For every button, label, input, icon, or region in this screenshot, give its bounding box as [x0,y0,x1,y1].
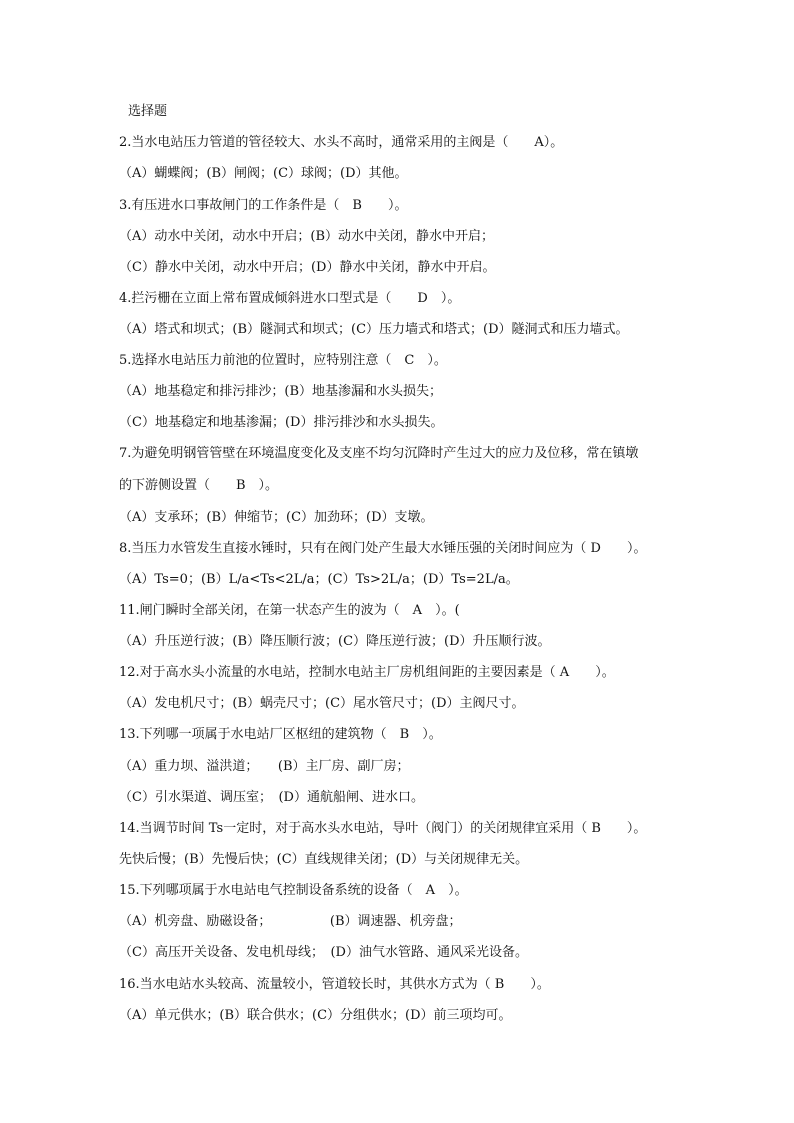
question-16: 16.当水电站水头较高、流量较小，管道较长时，其供水方式为（ B ）。 [119,977,550,992]
question-13-options-2: （C）引水渠道、调压室； (D）通航船闸、进水口。 [119,790,424,805]
question-15-options-1: （A）机旁盘、励磁设备； (B）调速器、机旁盘； [119,914,462,929]
question-14-options: 先快后慢；(B）先慢后快；(C）直线规律关闭；(D）与关闭规律无关。 [119,852,529,867]
question-15: 15.下列哪项属于水电站电气控制设备系统的设备（ A ）。 [119,883,468,898]
question-11: 11.闸门瞬时全部关闭，在第一状态产生的波为（ A ）。( [119,603,460,618]
question-8-options: （A）Ts=0；(B）L/a<Ts<2L/a；(C）Ts>2L/a；(D）Ts=2L/a。 [119,572,519,587]
question-7-options: （A）支承环；(B）伸缩节；(C）加劲环；(D）支墩。 [119,510,434,525]
question-12-options: （A）发电机尺寸；(B）蜗壳尺寸；(C）尾水管尺寸；(D）主阀尺寸。 [119,696,525,711]
question-13-options-1: （A）重力坝、溢洪道； (B）主厂房、副厂房； [119,759,410,774]
question-5-options-1: （A）地基稳定和排污排沙；(B）地基渗漏和水头损失； [119,384,443,399]
question-13: 13.下列哪一项属于水电站厂区枢纽的建筑物（ B ）。 [119,727,442,742]
question-5-options-2: （C）地基稳定和地基渗漏；(D）排污排沙和水头损失。 [119,415,444,430]
question-8: 8.当压力水管发生直接水锤时，只有在阀门处产生最大水锤压强的关闭时间应为（ D ）。 [119,541,647,556]
question-11-options: （A）升压逆行波；(B）降压顺行波；(C）降压逆行波；(D）升压顺行波。 [119,634,551,649]
question-15-options-2: （C）高压开关设备、发电机母线； (D）油气水管路、通风采光设备。 [119,945,528,960]
question-16-options: （A）单元供水；(B）联合供水；(C）分组供水；(D）前三项均可。 [119,1008,512,1023]
question-3-options-1: （A）动水中关闭，动水中开启；(B）动水中关闭，静水中开启； [119,229,495,244]
question-12: 12.对于高水头小流量的水电站，控制水电站主厂房机组间距的主要因素是（ A ）。 [119,665,615,680]
question-7-continued: 的下游侧设置（ B ）。 [119,478,279,493]
section-title: 选择题 [128,104,168,119]
question-4-options: （A）塔式和坝式；(B）隧洞式和坝式；(C）压力墙式和塔式；(D）隧洞式和压力墙式。 [119,322,629,337]
question-3-options-2: （C）静水中关闭，动水中开启；(D）静水中关闭，静水中开启。 [119,260,496,275]
question-3: 3.有压进水口事故闸门的工作条件是（ B ）。 [119,198,408,213]
question-5: 5.选择水电站压力前池的位置时，应特别注意（ C ）。 [119,353,447,368]
question-7: 7.为避免明钢管管壁在环境温度变化及支座不均匀沉降时产生过大的应力及位移，常在镇墩 [119,446,639,461]
question-4: 4.拦污栅在立面上常布置成倾斜进水口型式是（ D ）。 [119,291,461,306]
question-2-options: （A）蝴蝶阀；(B）闸阀；(C）球阀；(D）其他。 [119,166,408,181]
question-2: 2.当水电站压力管道的管径较大、水头不高时，通常采用的主阀是（ A）。 [119,135,564,150]
question-14: 14.当调节时间 Ts一定时，对于高水头水电站，导叶（阀门）的关闭规律宜采用（ B ）。 [119,821,647,836]
